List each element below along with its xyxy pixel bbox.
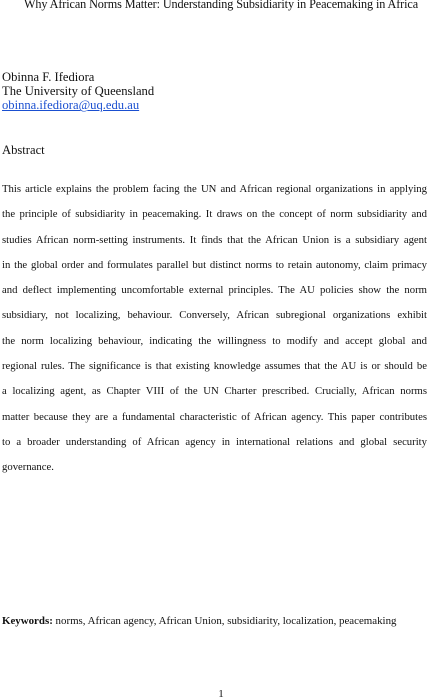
abstract-line: to a broader understanding of African agency in international relations and global security [2,435,427,448]
abstract-heading: Abstract [2,143,45,157]
abstract-line: the norm localizing behaviour, indicating the willingness to modify and accept global and [2,334,427,347]
abstract-line: a localizing agent, as Chapter VIII of the UN Charter prescribed. Crucially, African norms [2,385,427,398]
keywords-label: Keywords: [2,615,53,627]
abstract-line: matter because they are a fundamental characteristic of African agency. This paper contributes [2,410,427,423]
author-affiliation: The University of Queensland [2,84,155,99]
abstract-line: regional rules. The significance is that existing knowledge assumes that the AU is or should be [2,360,427,373]
author-email-link[interactable]: obinna.ifediora@uq.edu.au [2,98,140,113]
paper-title: Why African Norms Matter: Understanding Subsidiarity in Peacemaking in Africa [23,0,419,11]
abstract-body [2,177,427,481]
abstract-line: governance. [2,461,54,474]
abstract-line: in the global order and formulates parallel but distinct norms to retain autonomy, claim primacy [2,258,427,271]
author-block [2,70,154,113]
abstract-line: studies African norm-setting instruments. It finds that the African Union is a subsidiary agent [2,233,427,246]
abstract-line: This article explains the problem facing the UN and African regional organizations in applying [2,183,427,195]
abstract-line: subsidiary, not localizing, behaviour. Conversely, African subregional organizations exhibit [2,309,427,322]
abstract-line: and deflect implementing uncomfortable external principles. The AU policies show the norm [2,284,427,297]
abstract-line: the principle of subsidiarity in peacemaking. It draws on the concept of norm subsidiarity and [2,208,427,221]
keywords-line [2,614,396,628]
keywords-text: norms, African agency, African Union, subsidiarity, localization, peacemaking [52,615,397,627]
author-name: Obinna F. Ifediora [2,70,95,84]
page-number: 1 [218,688,224,700]
